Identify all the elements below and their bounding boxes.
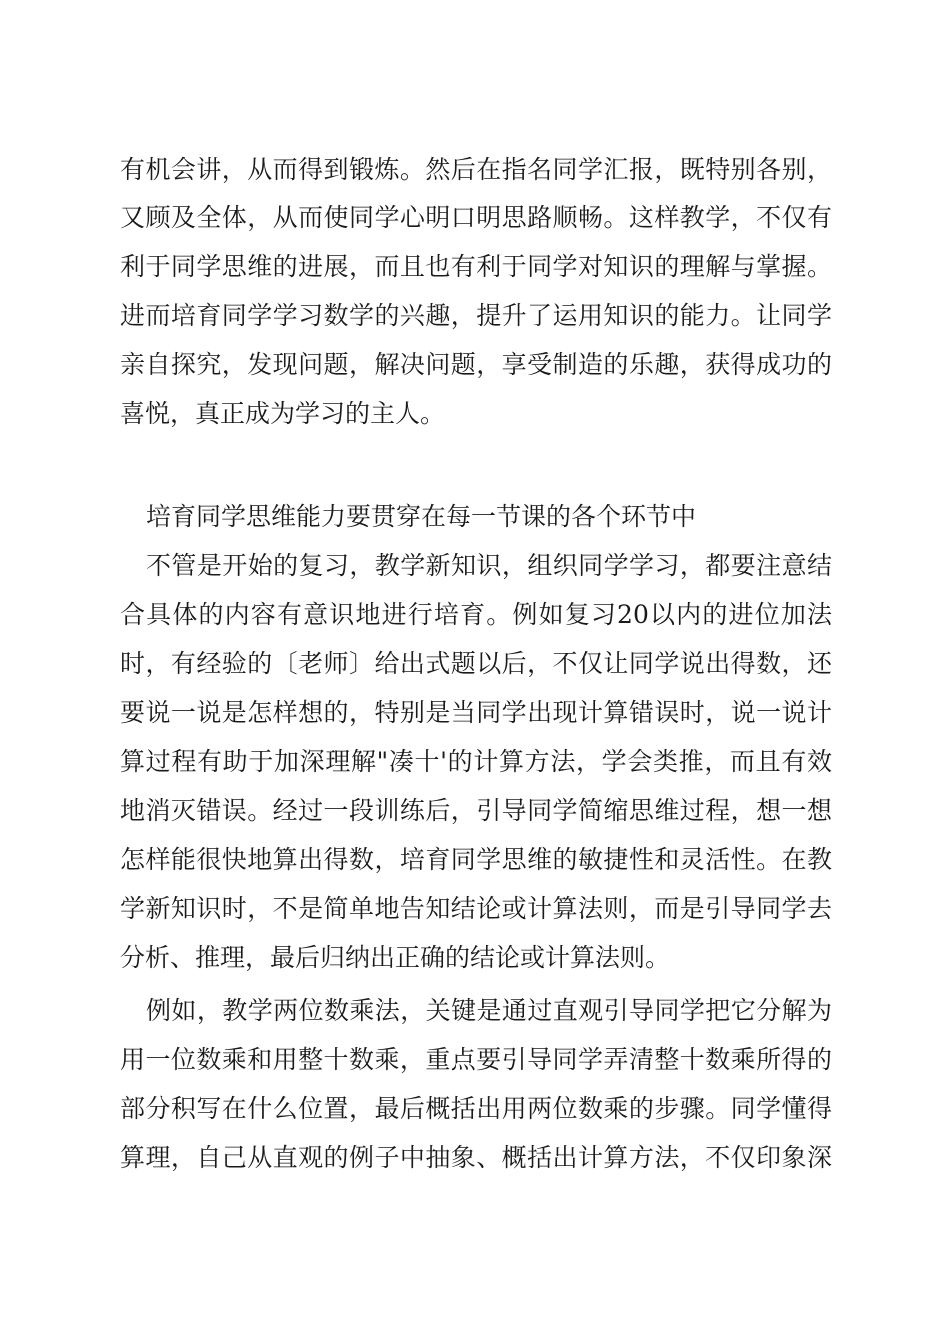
paragraph-line: 分析、推理，最后归纳出正确的结论或计算法则。 xyxy=(120,943,671,972)
paragraph-line: 学新知识时，不是简单地告知结论或计算法则，而是引导同学去 xyxy=(120,894,832,923)
paragraph-line: 又顾及全体，从而使同学心明口明思路顺畅。这样教学，不仅有 xyxy=(120,203,832,232)
paragraph-line: 部分积写在什么位置，最后概括出用两位数乘的步骤。同学懂得 xyxy=(120,1094,832,1123)
paragraph-line: 用一位数乘和用整十数乘，重点要引导同学弄清整十数乘所得的 xyxy=(120,1045,832,1074)
section-heading: 培育同学思维能力要贯穿在每一节课的各个环节中 xyxy=(146,502,697,531)
paragraph-line: 不管是开始的复习，教学新知识，组织同学学习，都要注意结 xyxy=(146,551,832,580)
paragraph-line: 算理，自己从直观的例子中抽象、概括出计算方法，不仅印象深 xyxy=(120,1143,832,1172)
paragraph-line: 合具体的内容有意识地进行培育。例如复习20以内的进位加法 xyxy=(120,600,832,629)
paragraph-line: 喜悦，真正成为学习的主人。 xyxy=(120,399,446,428)
paragraph-line: 地消灭错误。经过一段训练后，引导同学简缩思维过程，想一想 xyxy=(120,796,832,825)
paragraph-line: 怎样能很快地算出得数，培育同学思维的敏捷性和灵活性。在教 xyxy=(120,845,832,874)
paragraph-line: 利于同学思维的进展，而且也有利于同学对知识的理解与掌握。 xyxy=(120,252,832,281)
paragraph-line: 算过程有助于加深理解"凑十'的计算方法，学会类推，而且有效 xyxy=(120,747,832,776)
paragraph-line: 例如，教学两位数乘法，关键是通过直观引导同学把它分解为 xyxy=(146,996,832,1025)
paragraph-line: 时，有经验的〔老师〕给出式题以后，不仅让同学说出得数，还 xyxy=(120,649,832,678)
paragraph-line: 进而培育同学学习数学的兴趣，提升了运用知识的能力。让同学 xyxy=(120,301,832,330)
paragraph-line: 有机会讲，从而得到锻炼。然后在指名同学汇报，既特别各别， xyxy=(120,155,832,184)
paragraph-line: 亲自探究，发现问题，解决问题，享受制造的乐趣，获得成功的 xyxy=(120,350,832,379)
paragraph-line: 要说一说是怎样想的，特别是当同学出现计算错误时，说一说计 xyxy=(120,698,832,727)
